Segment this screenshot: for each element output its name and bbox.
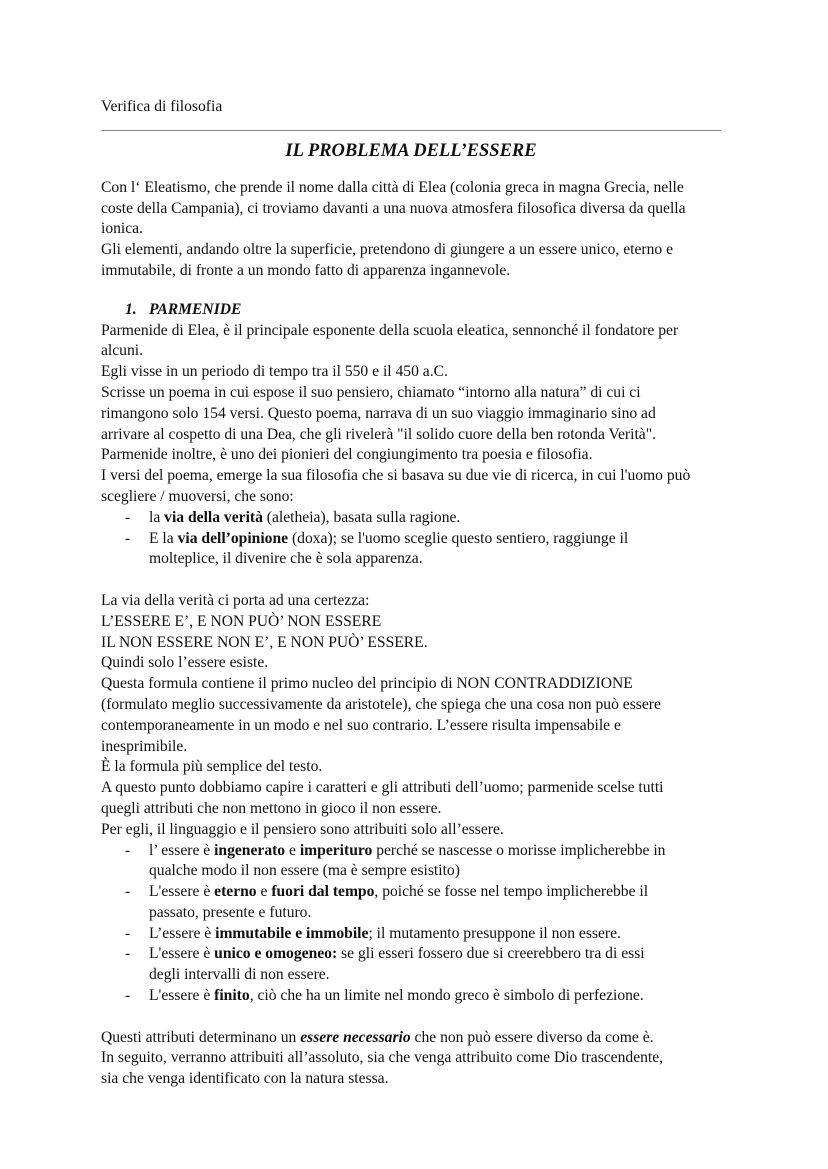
text-line: [101, 321, 781, 342]
text-segment: l’ essere è: [149, 841, 215, 859]
text-segment: inesprimibile.: [101, 737, 188, 755]
bullet-item: [101, 508, 781, 529]
text-segment: È la formula più semplice del testo.: [101, 758, 323, 776]
text-segment: molteplice, il divenire che è sola apparenza.: [149, 550, 423, 568]
document-header: Verifica di filosofia: [101, 98, 223, 115]
bullet-item: [101, 841, 781, 862]
text-segment: perché se nascesse o morisse implicherebbe in: [372, 841, 666, 859]
text-segment: immutabile, di fronte a un mondo fatto di apparenza ingannevole.: [101, 261, 511, 279]
bullet-dash: -: [125, 883, 131, 901]
header-divider: [101, 130, 721, 131]
text-segment: Quindi solo l’essere esiste.: [101, 654, 269, 672]
text-line: [101, 404, 781, 425]
text-segment: In seguito, verranno attribuiti all’assoluto, sia che venga attribuito come Dio trascendente,: [101, 1049, 664, 1067]
text-line: [101, 695, 781, 716]
text-segment: L'essere è: [149, 883, 215, 901]
text-segment: Questi attributi determinano un: [101, 1028, 301, 1046]
text-segment: degli intervalli di non essere.: [149, 966, 330, 984]
text-segment: la: [149, 508, 165, 526]
text-line: [101, 362, 781, 383]
emphasized-text: via dell’opinione: [177, 529, 289, 547]
text-segment: IL NON ESSERE NON E’, E NON PUÒ’ ESSERE.: [101, 633, 428, 651]
section-title: PARMENIDE: [149, 300, 242, 318]
text-segment: (formulato meglio successivamente da aristotele), che spiega che una cosa non può essere: [101, 695, 661, 713]
text-segment: Con l‘ Eleatismo, che prende il nome dalla città di Elea (colonia greca in magna Grecia, nelle: [101, 178, 684, 196]
section-number: 1.: [125, 300, 137, 318]
bullet-item: [101, 986, 781, 1007]
emphasized-text: imperituro: [299, 841, 373, 859]
via-verita-paragraph: [101, 591, 781, 1007]
text-segment: passato, presente e futuro.: [149, 903, 312, 921]
document-page: [101, 97, 781, 1090]
text-segment: rimangono solo 154 versi. Questo poema, narrava di un suo viaggio immaginario sino ad: [101, 404, 656, 422]
text-segment: arrivare al cospetto di una Dea, che gli rivelerà "il solido cuore della ben rotonda Verità".: [101, 425, 656, 443]
text-segment: (aletheia), basata sulla ragione.: [262, 508, 461, 526]
bullet-item: [101, 882, 781, 903]
text-segment: A questo punto dobbiamo capire i caratteri e gli attributi dell’uomo; parmenide scelse tutti: [101, 779, 664, 797]
text-segment: Questa formula contiene il primo nucleo del principio di NON CONTRADDIZIONE: [101, 675, 633, 693]
text-segment: L'essere è: [149, 945, 215, 963]
emphasized-text: essere necessario: [300, 1028, 411, 1046]
emphasized-text: ingenerato: [214, 841, 286, 859]
emphasized-text: finito: [214, 987, 250, 1005]
text-segment: L'essere è: [149, 987, 215, 1005]
text-line: [101, 903, 781, 924]
bullet-dash: -: [125, 841, 131, 859]
text-segment: I versi del poema, emerge la sua filosofia che si basava su due vie di ricerca, in cui l'uomo può: [101, 467, 691, 485]
text-segment: e: [256, 883, 272, 901]
text-line: [101, 425, 781, 446]
text-line: [101, 487, 781, 508]
text-line: [101, 261, 781, 282]
emphasized-text: eterno: [214, 883, 257, 901]
emphasized-text: fuori dal tempo: [271, 883, 375, 901]
text-segment: coste della Campania), ci troviamo davanti a una nuova atmosfera filosofica diversa da quella: [101, 199, 686, 217]
bullet-dash: -: [125, 529, 131, 547]
text-line: [101, 383, 781, 404]
text-line: [101, 674, 781, 695]
text-segment: Parmenide di Elea, è il principale esponente della scuola eleatica, sennonché il fondatore per: [101, 321, 679, 339]
text-line: [101, 341, 781, 362]
section-heading: [125, 300, 781, 321]
text-line: [101, 612, 781, 633]
text-segment: Parmenide inoltre, è uno dei pionieri del congiungimento tra poesia e filosofia.: [101, 446, 593, 464]
text-line: [101, 653, 781, 674]
text-segment: ; il mutamento presuppone il non essere.: [368, 924, 621, 942]
text-segment: e: [285, 841, 300, 859]
text-segment: L’essere è: [149, 924, 216, 942]
text-line: [101, 199, 781, 220]
text-line: [101, 778, 781, 799]
text-line: [101, 820, 781, 841]
text-segment: La via della verità ci porta ad una certezza:: [101, 591, 370, 609]
text-segment: contemporaneamente in un modo e nel suo contrario. L’essere risulta impensabile e: [101, 716, 621, 734]
text-segment: che non può essere diverso da come è.: [410, 1028, 654, 1046]
intro-paragraph: [101, 178, 781, 282]
text-segment: , poiché se fosse nel tempo implicherebbe il: [374, 883, 649, 901]
text-line: [101, 240, 781, 261]
text-line: [101, 757, 781, 778]
text-segment: ionica.: [101, 220, 143, 238]
bullet-dash: -: [125, 987, 131, 1005]
text-line: [101, 1069, 781, 1090]
bullet-item: [101, 529, 781, 550]
text-segment: Egli visse in un periodo di tempo tra il 550 e il 450 a.C.: [101, 363, 448, 381]
text-line: [101, 799, 781, 820]
text-segment: E la: [149, 529, 178, 547]
page-title: IL PROBLEMA DELL’ESSERE: [285, 140, 537, 161]
bullet-dash: -: [125, 924, 131, 942]
text-segment: Per egli, il linguaggio e il pensiero sono attribuiti solo all’essere.: [101, 820, 504, 838]
emphasized-text: unico e omogeneo:: [214, 945, 338, 963]
text-segment: quegli attributi che non mettono in gioco il non essere.: [101, 799, 442, 817]
bullet-item: [101, 924, 781, 945]
bullet-item: [101, 944, 781, 965]
emphasized-text: immutabile e immobile: [215, 924, 369, 942]
text-line: [101, 965, 781, 986]
text-segment: se gli esseri fossero due si creerebbero tra di essi: [337, 945, 645, 963]
text-segment: alcuni.: [101, 342, 143, 360]
text-segment: qualche modo il non essere (ma è sempre esistito): [149, 862, 460, 880]
text-line: [101, 633, 781, 654]
text-line: [101, 861, 781, 882]
text-line: [101, 178, 781, 199]
text-segment: Gli elementi, andando oltre la superficie, pretendono di giungere a un essere unico, eterno e: [101, 241, 673, 259]
text-line: [101, 737, 781, 758]
text-line: [101, 219, 781, 240]
text-segment: Scrisse un poema in cui espose il suo pensiero, chiamato “intorno alla natura” di cui ci: [101, 383, 641, 401]
text-line: [101, 716, 781, 737]
text-line: [101, 1048, 781, 1069]
bullet-dash: -: [125, 508, 131, 526]
text-line: [101, 591, 781, 612]
text-line: [101, 466, 781, 487]
emphasized-text: via della verità: [164, 508, 263, 526]
text-segment: scegliere / muoversi, che sono:: [101, 487, 294, 505]
text-line: [101, 549, 781, 570]
text-line: [101, 445, 781, 466]
text-segment: sia che venga identificato con la natura stessa.: [101, 1070, 389, 1088]
text-segment: L’ESSERE E’, E NON PUÒ’ NON ESSERE: [101, 612, 382, 630]
conclusion-paragraph: [101, 1028, 781, 1090]
bullet-dash: -: [125, 945, 131, 963]
text-segment: , ciò che ha un limite nel mondo greco è simbolo di perfezione.: [249, 987, 644, 1005]
parmenide-paragraph: [101, 321, 781, 571]
text-segment: (doxa); se l'uomo sceglie questo sentiero, raggiunge il: [288, 529, 629, 547]
text-line: [101, 1028, 781, 1049]
